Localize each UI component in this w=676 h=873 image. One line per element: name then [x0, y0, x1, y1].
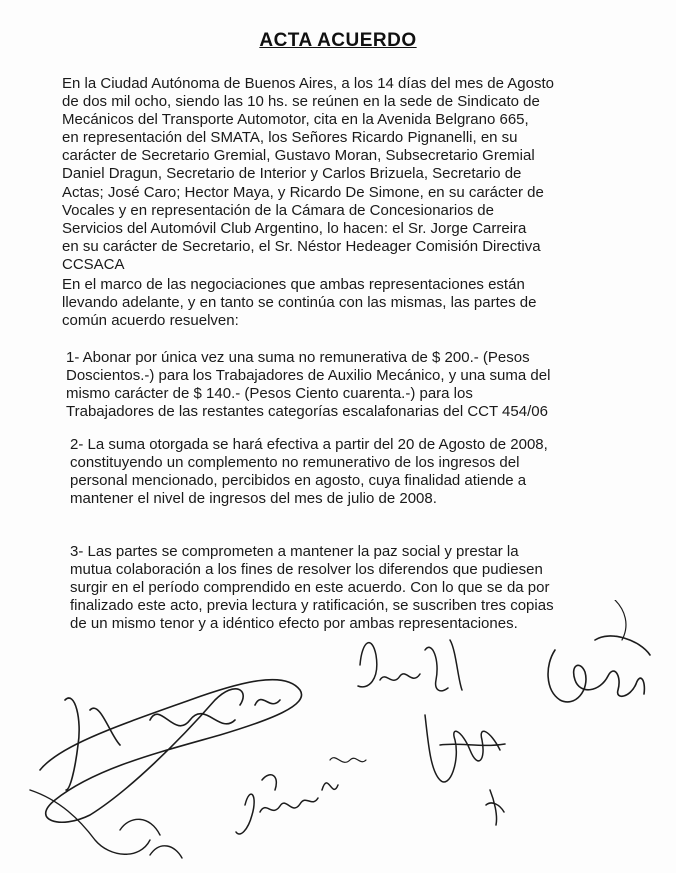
- text-line: Actas; José Caro; Hector Maya, y Ricardo De Simone, en su carácter de: [62, 183, 544, 201]
- signature-1-tail: [30, 790, 182, 858]
- signatures-area: [0, 600, 676, 873]
- text-line: 1- Abonar por única vez una suma no remunerativa de $ 200.- (Pesos: [66, 349, 530, 366]
- text-line: 2- La suma otorgada se hará efectiva a partir del 20 de Agosto de 2008,: [70, 436, 548, 453]
- signature-1: [40, 680, 302, 823]
- text-line: Trabajadores de las restantes categorías escalafonarias del CCT 454/06: [66, 403, 548, 421]
- text-line: de dos mil ocho, siendo las 10 hs. se reúnen en la sede de Sindicato de: [62, 93, 540, 111]
- signature-7: [330, 758, 366, 763]
- text-line: constituyendo un complemento no remunerativo de los ingresos del: [70, 454, 520, 472]
- text-line: común acuerdo resuelven:: [62, 312, 239, 330]
- text-line: En el marco de las negociaciones que ambas representaciones están: [62, 276, 525, 293]
- signature-3: [358, 640, 462, 691]
- text-line: personal mencionado, percibidos en agosto, cuya finalidad atiende a: [70, 472, 527, 490]
- text-line: carácter de Secretario Gremial, Gustavo Moran, Subsecretario Gremial: [62, 147, 535, 165]
- opening-paragraph: [62, 75, 614, 274]
- text-line: mantener el nivel de ingresos del mes de julio de 2008.: [70, 490, 437, 508]
- text-line: 3- Las partes se comprometen a mantener la paz social y prestar la: [70, 543, 519, 560]
- text-line: Daniel Dragun, Secretario de Interior y Carlos Brizuela, Secretario de: [62, 165, 522, 183]
- text-line: en representación del SMATA, los Señores Ricardo Pignanelli, en su: [62, 129, 518, 147]
- signature-6: [10, 600, 626, 640]
- text-line: mismo carácter de $ 140.- (Pesos Ciento cuarenta.-) para los: [66, 385, 473, 403]
- text-line: Servicios del Automóvil Club Argentino, lo hacen: el Sr. Jorge Carreira: [62, 219, 527, 237]
- text-line: finalizado este acto, previa lectura y ratificación, se suscriben tres copias: [70, 597, 554, 615]
- text-line: Mecánicos del Transporte Automotor, cita en la Avenida Belgrano 665,: [62, 111, 529, 129]
- signature-5: [548, 636, 650, 702]
- document-title: ACTA ACUERDO: [259, 30, 417, 51]
- clause-2: [70, 436, 614, 508]
- text-line: surgir en el período comprendido en este acuerdo. Con lo que se da por: [70, 579, 550, 597]
- text-line: llevando adelante, y en tanto se continúa con las mismas, las partes de: [62, 294, 537, 312]
- signature-2: [236, 775, 338, 834]
- negotiation-paragraph: [62, 276, 614, 330]
- text-line: Vocales y en representación de la Cámara de Concesionarios de: [62, 201, 494, 219]
- text-line: mutua colaboración a los fines de resolver los diferendos que pudiesen: [70, 561, 543, 579]
- clause-1: [66, 349, 616, 421]
- signature-4: [425, 715, 505, 825]
- text-line: Doscientos.-) para los Trabajadores de Auxilio Mecánico, y una suma del: [66, 367, 551, 385]
- text-line: de un mismo tenor y a idéntico efecto por ambas representaciones.: [70, 615, 518, 633]
- text-line: CCSACA: [62, 255, 125, 273]
- text-line: en su carácter de Secretario, el Sr. Néstor Hedeager Comisión Directiva: [62, 237, 541, 255]
- text-line: En la Ciudad Autónoma de Buenos Aires, a los 14 días del mes de Agosto: [62, 75, 554, 92]
